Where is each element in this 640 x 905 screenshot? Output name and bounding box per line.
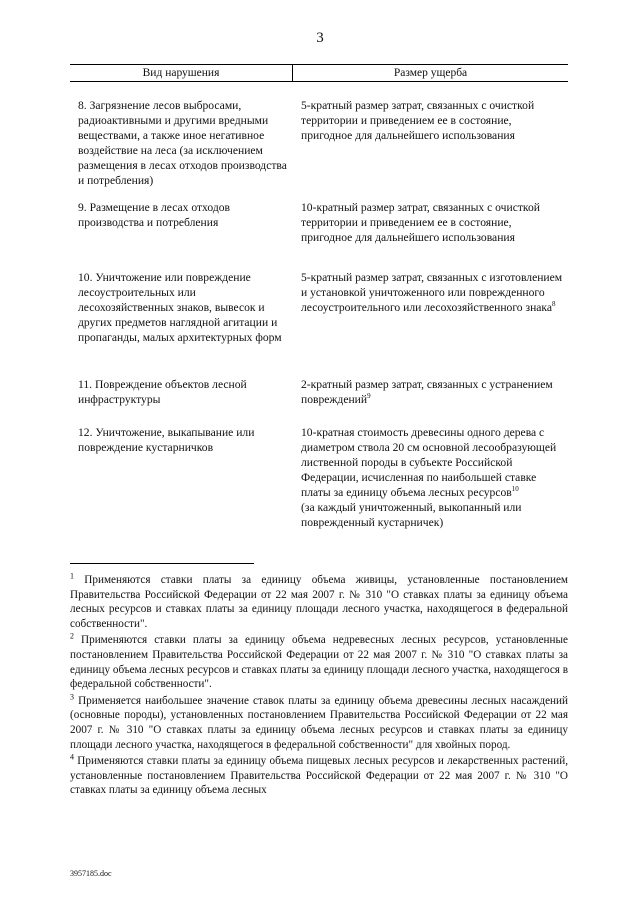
footnotes bbox=[70, 573, 568, 800]
damage-cell bbox=[301, 270, 563, 315]
damage-text: 10-кратная стоимость древесины одного дерева с диаметром ствола 20 см основной лесообразующей лиственной породы в субъекте Российской Федерации, исчисленная по наибольшей ставке платы за единицу объема лесных ресурсов bbox=[301, 426, 557, 499]
violation-cell: 11. Повреждение объектов лесной инфраструктуры bbox=[78, 378, 247, 406]
violation-cell: 8. Загрязнение лесов выбросами, радиоактивными и другими вредными веществами, а также иное негативное воздействие на леса (за исключением размещения в лесах отходов производства и потребления) bbox=[78, 99, 287, 187]
footnote-text: Применяются ставки платы за единицу объема недревесных лесных ресурсов, установленные постановлением Правительства Российской Федерации от 22 мая 2007 г. № 310 "О ставках платы за единицу объема лесных ресурсов и ставках платы за единицу площади лесного участка, находящегося в федеральной собственности". bbox=[70, 634, 569, 691]
damage-table bbox=[70, 64, 568, 529]
footnote bbox=[70, 633, 568, 691]
footnote-mark: 2 bbox=[70, 631, 74, 641]
footnote-ref: 9 bbox=[367, 392, 371, 401]
damage-text: 2-кратный размер затрат, связанных с устранением повреждений bbox=[301, 378, 553, 406]
damage-cell bbox=[301, 425, 563, 530]
violation-cell: 10. Уничтожение или повреждение лесоустроительных или лесохозяйственных знаков, вывесок и других предметов наглядной агитации и пропаганды, малых архитектурных форм bbox=[78, 271, 282, 344]
footnote-mark: 1 bbox=[70, 571, 74, 581]
footnote-ref: 8 bbox=[552, 300, 556, 309]
damage-text: 5-кратный размер затрат, связанных с изготовлением и установкой уничтоженного или поврежденного лесоустроительного или лесохозяйственного знака bbox=[301, 271, 563, 314]
damage-cell: 5-кратный размер затрат, связанных с очисткой территории и приведением ее в состояние, пригодное для дальнейшего использования bbox=[301, 99, 535, 142]
footnote-text: Применяются ставки платы за единицу объема живицы, установленные постановлением Правительства Российской Федерации от 22 мая 2007 г. № 310 "О ставках платы за единицу объема лесных ресурсов и ставках платы за единицу площади лесного участка, находящегося в федеральной собственности". bbox=[70, 574, 568, 630]
table-header bbox=[70, 64, 568, 82]
footnote-mark: 4 bbox=[70, 752, 74, 762]
footnote bbox=[70, 694, 568, 752]
header-damage: Размер ущерба bbox=[393, 67, 468, 79]
page-number: 3 bbox=[316, 30, 324, 46]
document-code: 3957185.doc bbox=[70, 869, 112, 878]
damage-cell bbox=[301, 377, 563, 407]
footnote-text: Применяется наибольшее значение ставок платы за единицу объема древесины лесных насаждений (основные породы), установленных постановлением Правительства Российской Федерации от 22 мая 2007 г. № 310 "О ставках платы за единицу объема лесных ресурсов и ставках платы за единицу площади лесного участка, находящегося в федеральной собственности" для хвойных пород. bbox=[70, 694, 568, 751]
footnote bbox=[70, 754, 568, 798]
damage-extra-text: (за каждый уничтоженный, выкопанный или поврежденный кустарничек) bbox=[301, 501, 522, 529]
footnote bbox=[70, 573, 568, 631]
footnote-ref: 10 bbox=[511, 485, 519, 494]
footnote-separator bbox=[70, 563, 254, 564]
footnote-text: Применяются ставки платы за единицу объема пищевых лесных ресурсов и лекарственных растений, установленные постановлением Правительства Российской Федерации от 22 мая 2007 г. № 310 "О ставках платы за единицу объема лесных bbox=[70, 755, 568, 797]
violation-cell: 9. Размещение в лесах отходов производства и потребления bbox=[78, 201, 231, 229]
violation-cell: 12. Уничтожение, выкапывание или повреждение кустарничков bbox=[78, 426, 255, 454]
damage-cell: 10-кратный размер затрат, связанных с очисткой территории и приведением ее в состояние, пригодное для дальнейшего использования bbox=[301, 201, 540, 244]
header-violation: Вид нарушения bbox=[70, 65, 293, 81]
footnote-mark: 3 bbox=[70, 692, 74, 702]
